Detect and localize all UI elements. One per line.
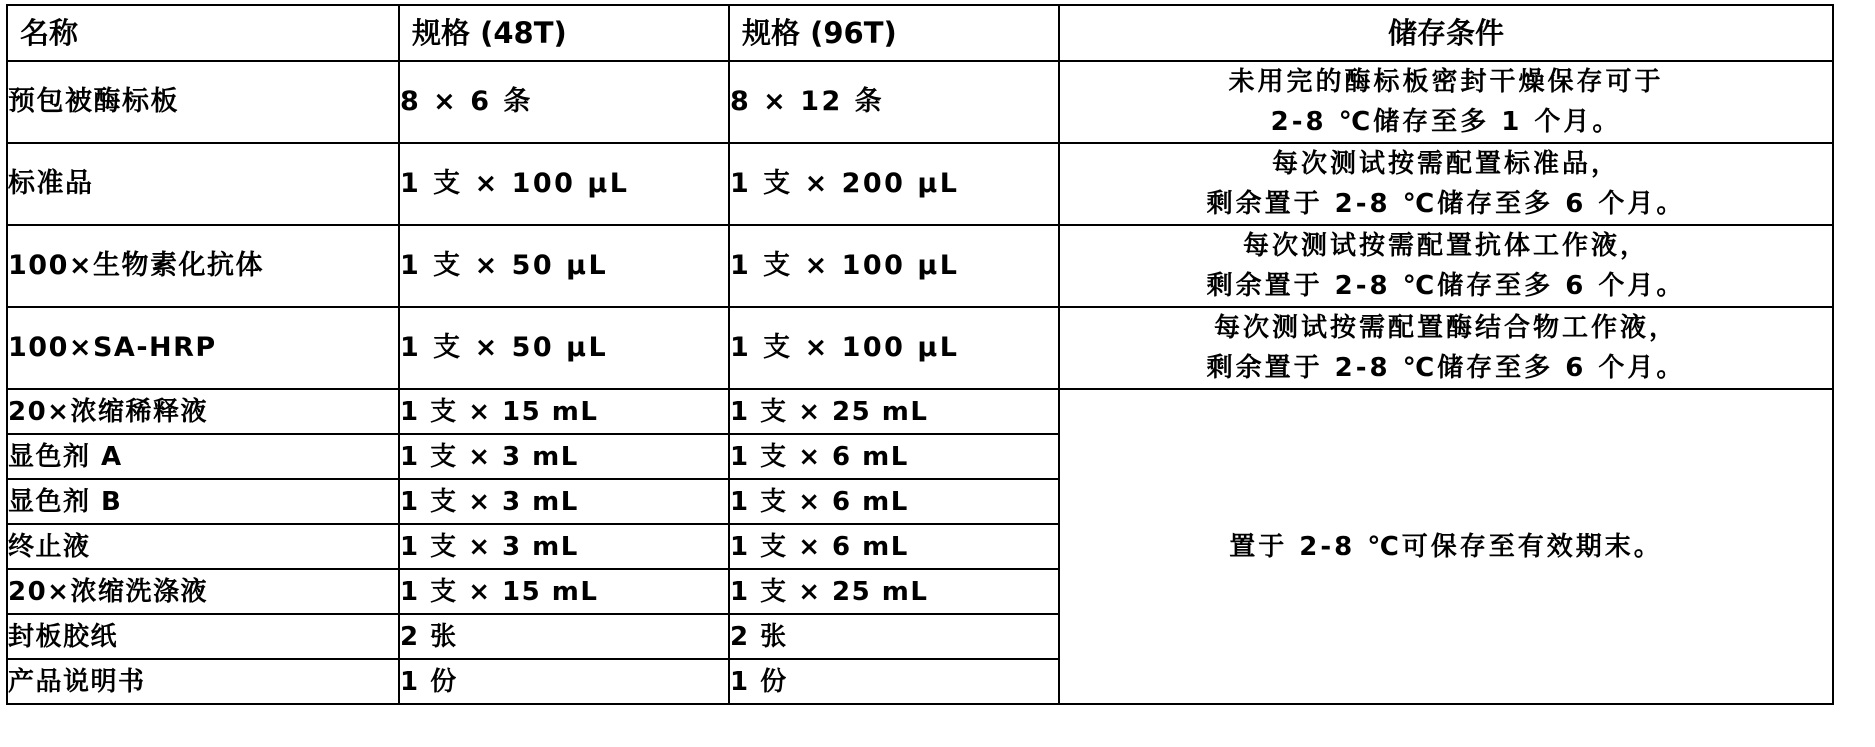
storage-line: 每次测试按需配置标准品， — [1271, 149, 1620, 179]
cell-storage — [1059, 307, 1833, 389]
storage-line: 未用完的酶标板密封干燥保存可于 — [1228, 67, 1664, 97]
cell-name: 20×浓缩洗涤液 — [7, 569, 399, 614]
cell-spec-96t: 1 支 × 6 mL — [729, 479, 1059, 524]
cell-spec-48t: 8 × 6 条 — [399, 61, 729, 143]
cell-name: 100×生物素化抗体 — [7, 225, 399, 307]
cell-spec-48t: 2 张 — [399, 614, 729, 659]
storage-line: 剩余置于 2-8 ℃储存至多 6 个月。 — [1206, 353, 1686, 383]
cell-name: 显色剂 A — [7, 434, 399, 479]
cell-spec-96t: 8 × 12 条 — [729, 61, 1059, 143]
header-storage-conditions: 储存条件 — [1059, 5, 1833, 61]
cell-spec-96t: 1 支 × 25 mL — [729, 569, 1059, 614]
cell-spec-96t: 1 份 — [729, 659, 1059, 704]
cell-storage — [1059, 143, 1833, 225]
cell-name: 显色剂 B — [7, 479, 399, 524]
table-row — [7, 61, 1833, 143]
table-row — [7, 307, 1833, 389]
cell-spec-96t: 1 支 × 100 μL — [729, 307, 1059, 389]
cell-spec-48t: 1 支 × 3 mL — [399, 479, 729, 524]
table-row — [7, 143, 1833, 225]
storage-line: 2-8 ℃储存至多 1 个月。 — [1270, 107, 1622, 137]
cell-spec-48t: 1 份 — [399, 659, 729, 704]
cell-spec-96t: 2 张 — [729, 614, 1059, 659]
header-name: 名称 — [7, 5, 399, 61]
cell-name: 预包被酶标板 — [7, 61, 399, 143]
cell-spec-96t: 1 支 × 6 mL — [729, 524, 1059, 569]
cell-spec-48t: 1 支 × 100 μL — [399, 143, 729, 225]
header-spec-96t: 规格 (96T) — [729, 5, 1059, 61]
cell-name: 产品说明书 — [7, 659, 399, 704]
cell-spec-96t: 1 支 × 200 μL — [729, 143, 1059, 225]
cell-storage-merged: 置于 2-8 ℃可保存至有效期末。 — [1059, 389, 1833, 704]
cell-spec-48t: 1 支 × 3 mL — [399, 434, 729, 479]
storage-line: 剩余置于 2-8 ℃储存至多 6 个月。 — [1206, 189, 1686, 219]
cell-spec-48t: 1 支 × 3 mL — [399, 524, 729, 569]
cell-name: 20×浓缩稀释液 — [7, 389, 399, 434]
storage-line: 每次测试按需配置抗体工作液， — [1242, 231, 1649, 261]
cell-name: 标准品 — [7, 143, 399, 225]
table-row — [7, 389, 1833, 434]
table-row — [7, 225, 1833, 307]
cell-spec-96t: 1 支 × 6 mL — [729, 434, 1059, 479]
cell-spec-48t: 1 支 × 15 mL — [399, 389, 729, 434]
storage-line: 每次测试按需配置酶结合物工作液， — [1213, 313, 1678, 343]
cell-spec-48t: 1 支 × 50 μL — [399, 225, 729, 307]
table-header-row — [7, 5, 1833, 61]
cell-storage — [1059, 225, 1833, 307]
cell-storage — [1059, 61, 1833, 143]
kit-components-table — [6, 4, 1834, 705]
cell-name: 100×SA-HRP — [7, 307, 399, 389]
storage-line: 剩余置于 2-8 ℃储存至多 6 个月。 — [1206, 271, 1686, 301]
cell-name: 封板胶纸 — [7, 614, 399, 659]
cell-spec-96t: 1 支 × 100 μL — [729, 225, 1059, 307]
cell-spec-48t: 1 支 × 50 μL — [399, 307, 729, 389]
cell-spec-48t: 1 支 × 15 mL — [399, 569, 729, 614]
cell-name: 终止液 — [7, 524, 399, 569]
cell-spec-96t: 1 支 × 25 mL — [729, 389, 1059, 434]
header-spec-48t: 规格 (48T) — [399, 5, 729, 61]
